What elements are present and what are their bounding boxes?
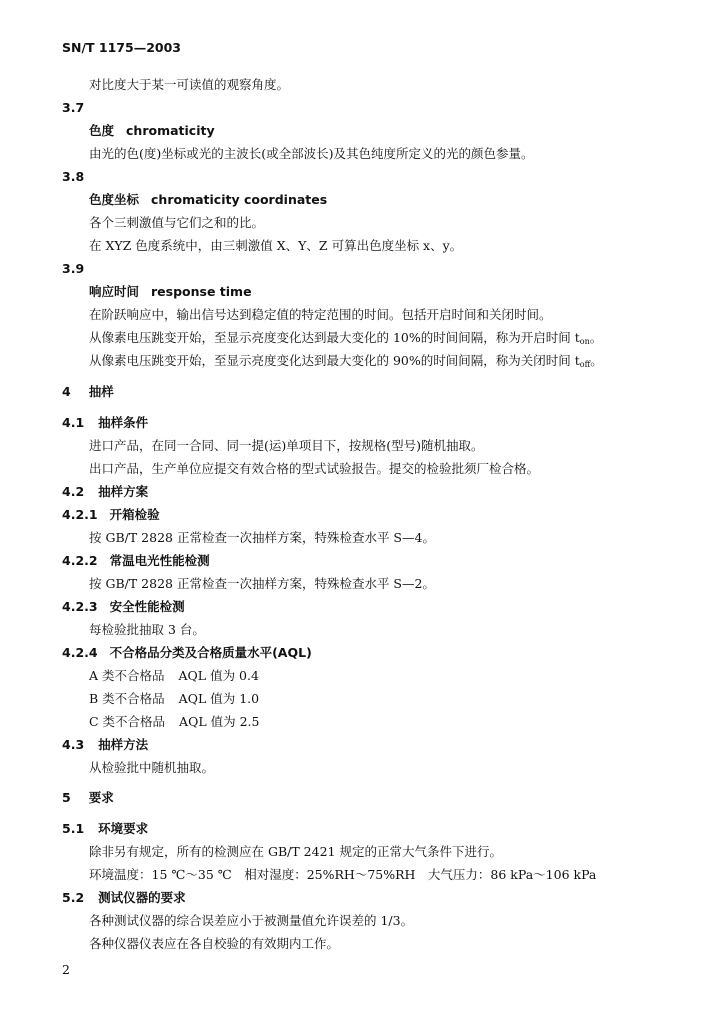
aql-row bbox=[89, 714, 259, 730]
section-title: 常温电光性能检测 bbox=[109, 553, 210, 568]
chapter-number: 4 bbox=[62, 384, 71, 399]
period: 。 bbox=[590, 353, 603, 368]
body-line: 从检验批中随机抽取。 bbox=[89, 760, 215, 775]
term-cn: 响应时间 bbox=[89, 284, 140, 299]
chapter-heading bbox=[62, 790, 114, 806]
chapter-heading bbox=[62, 384, 114, 400]
chapter-title: 要求 bbox=[88, 790, 114, 805]
term-en: chromaticity coordinates bbox=[151, 192, 328, 207]
aql-value: AQL 值为 2.5 bbox=[179, 714, 260, 729]
aql-row bbox=[89, 668, 259, 684]
section-heading bbox=[62, 645, 312, 661]
section-title: 抽样条件 bbox=[98, 415, 149, 430]
body-line: 各种测试仪器的综合误差应小于被测量值允许误差的 1/3。 bbox=[89, 913, 414, 928]
body-line: 对比度大于某一可读值的观察角度。 bbox=[89, 77, 290, 92]
section-heading bbox=[62, 507, 160, 523]
term-en: response time bbox=[151, 284, 252, 299]
section-title: 抽样方案 bbox=[98, 484, 149, 499]
aql-class: C 类不合格品 bbox=[89, 714, 166, 729]
section-number: 3.7 bbox=[62, 100, 85, 115]
section-heading bbox=[62, 737, 148, 753]
definition: 在 XYZ 色度系统中，由三刺激值 X、Y、Z 可算出色度坐标 x、y。 bbox=[89, 238, 463, 253]
term-cn: 色度坐标 bbox=[89, 192, 140, 207]
section-heading bbox=[62, 484, 148, 500]
body-line: 按 GB/T 2828 正常检查一次抽样方案，特殊检查水平 S—4。 bbox=[89, 530, 435, 545]
section-title: 开箱检验 bbox=[109, 507, 160, 522]
definition bbox=[89, 330, 602, 350]
aql-class: B 类不合格品 bbox=[89, 691, 165, 706]
period: 。 bbox=[589, 330, 603, 345]
standard-code-header: SN/T 1175—2003 bbox=[62, 40, 181, 55]
term-cn: 色度 bbox=[89, 123, 115, 138]
section-heading bbox=[62, 415, 148, 431]
chapter-title: 抽样 bbox=[88, 384, 114, 399]
section-number: 5.1 bbox=[62, 821, 85, 836]
term-heading bbox=[89, 192, 327, 208]
section-number: 3.9 bbox=[62, 261, 85, 276]
aql-value: AQL 值为 1.0 bbox=[178, 691, 260, 706]
section-number: 4.2.3 bbox=[62, 599, 98, 614]
section-number: 4.2.1 bbox=[62, 507, 98, 522]
definition: 在阶跃响应中，输出信号达到稳定值的特定范围的时间。包括开启时间和关闭时间。 bbox=[89, 307, 552, 322]
term-heading bbox=[89, 123, 215, 139]
section-number: 4.2.4 bbox=[62, 645, 98, 660]
section-number: 3.8 bbox=[62, 169, 85, 184]
body-line: 进口产品，在同一合同、同一提(运)单项目下，按规格(型号)随机抽取。 bbox=[89, 438, 484, 453]
term-en: chromaticity bbox=[126, 123, 215, 138]
section-number: 4.3 bbox=[62, 737, 85, 752]
section-heading bbox=[62, 553, 210, 569]
body-line: 每检验批抽取 3 台。 bbox=[89, 622, 205, 637]
section-title: 安全性能检测 bbox=[109, 599, 185, 614]
body-line: 按 GB/T 2828 正常检查一次抽样方案，特殊检查水平 S—2。 bbox=[89, 576, 435, 591]
subscript: on bbox=[579, 337, 590, 346]
section-number: 4.1 bbox=[62, 415, 85, 430]
page-number: 2 bbox=[62, 962, 70, 977]
section-number: 5.2 bbox=[62, 890, 85, 905]
body-line: 出口产品，生产单位应提交有效合格的型式试验报告。提交的检验批须厂检合格。 bbox=[89, 461, 540, 476]
aql-value: AQL 值为 0.4 bbox=[178, 668, 259, 683]
definition: 各个三刺激值与它们之和的比。 bbox=[89, 215, 265, 230]
section-heading bbox=[62, 599, 185, 615]
section-heading bbox=[62, 821, 148, 837]
section-number: 4.2 bbox=[62, 484, 85, 499]
chapter-number: 5 bbox=[62, 790, 71, 805]
section-heading bbox=[62, 890, 186, 906]
body-line: 除非另有规定，所有的检测应在 GB/T 2421 规定的正常大气条件下进行。 bbox=[89, 844, 502, 859]
aql-row bbox=[89, 691, 259, 707]
section-number: 4.2.2 bbox=[62, 553, 98, 568]
section-title: 环境要求 bbox=[98, 821, 149, 836]
subscript: off bbox=[579, 360, 591, 369]
section-title: 不合格品分类及合格质量水平(AQL) bbox=[109, 645, 312, 660]
definition: 由光的色(度)坐标或光的主波长(或全部波长)及其色纯度所定义的光的颜色参量。 bbox=[89, 146, 534, 161]
section-title: 抽样方法 bbox=[98, 737, 149, 752]
definition bbox=[89, 353, 603, 373]
definition-text: 从像素电压跳变开始，至显示亮度变化达到最大变化的 10%的时间间隔，称为开启时间 t bbox=[89, 330, 580, 345]
term-heading bbox=[89, 284, 252, 300]
body-line: 各种仪器仪表应在各自校验的有效期内工作。 bbox=[89, 936, 340, 951]
aql-class: A 类不合格品 bbox=[89, 668, 165, 683]
section-title: 测试仪器的要求 bbox=[98, 890, 186, 905]
definition-text: 从像素电压跳变开始，至显示亮度变化达到最大变化的 90%的时间间隔，称为关闭时间 t bbox=[89, 353, 580, 368]
body-line: 环境温度：15 ℃～35 ℃ 相对湿度：25%RH～75%RH 大气压力：86 kPa～106 kPa bbox=[89, 867, 597, 882]
